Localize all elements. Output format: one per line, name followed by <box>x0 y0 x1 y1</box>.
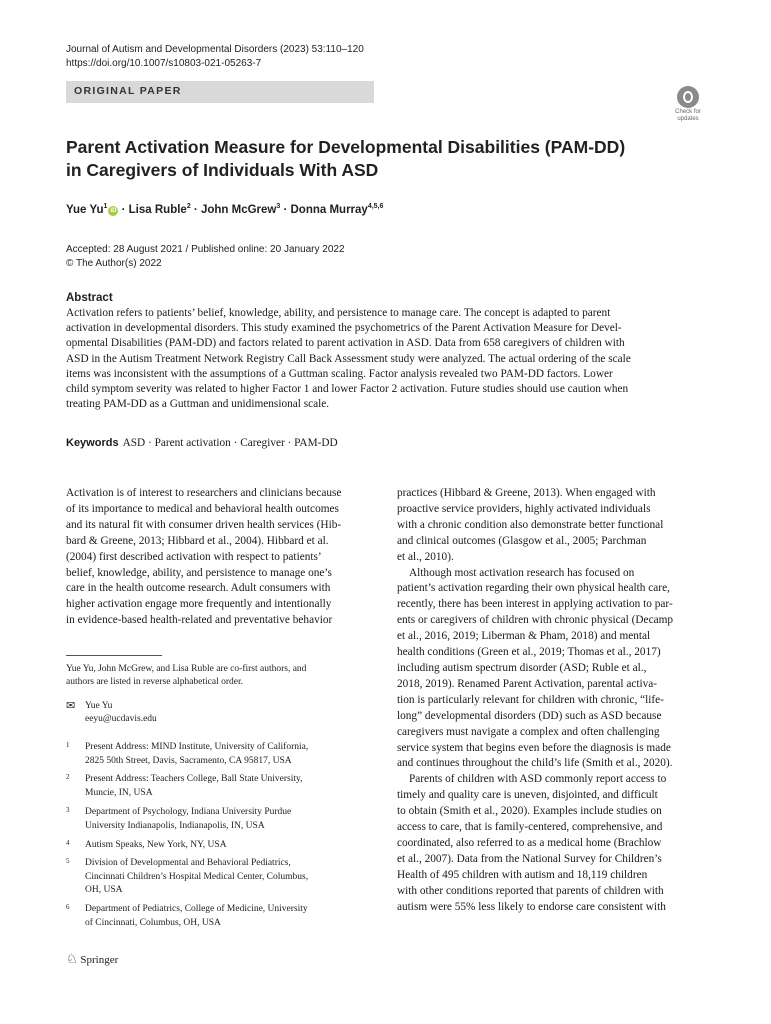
author-name[interactable]: Lisa Ruble <box>128 203 187 216</box>
body-line: practices (Hibbard & Greene, 2013). When engaged with <box>397 487 656 499</box>
springer-logo-icon: ♘ <box>66 951 78 966</box>
body-line: tion is particularly relevant for children with chronic, “life- <box>397 693 664 706</box>
keywords <box>66 437 338 449</box>
section-banner <box>66 81 374 103</box>
check-updates-icon <box>677 86 699 108</box>
check-updates-label: Check for updates <box>675 109 701 122</box>
body-line: long” developmental disorders (DD) such as ASD because <box>397 709 662 722</box>
affiliation-number: 5 <box>66 857 70 865</box>
body-line: and clinical outcomes (Glasgow et al., 2005; Parchman <box>397 534 647 547</box>
journal-header <box>66 43 364 71</box>
check-for-updates-badge[interactable] <box>672 86 704 122</box>
affiliation-number: 1 <box>66 741 70 749</box>
body-line: autism were 55% less likely to endorse care consistent with <box>397 900 666 913</box>
body-line: with other conditions reported that parents of children with <box>397 884 664 897</box>
body-line: (2004) first described activation with respect to patients’ <box>66 550 322 563</box>
body-line: Although most activation research has focused on <box>409 566 635 579</box>
author-affiliation-ref: 2 <box>186 203 191 210</box>
title-line-2: in Caregivers of Individuals With ASD <box>66 160 379 180</box>
body-line: patient’s activation regarding their own physical health care, <box>397 582 670 595</box>
cofirst-note: Yue Yu, John McGrew, and Lisa Ruble are co-first authors, and authors are listed in reverse alphabetical order. <box>66 664 307 687</box>
publisher-footer <box>66 951 118 967</box>
affiliation-number: 6 <box>66 903 70 911</box>
author-name[interactable]: Donna Murray <box>290 203 368 216</box>
section-label: ORIGINAL PAPER <box>74 85 182 97</box>
body-line: bard & Greene, 2013; Hibbard et al., 2004). Hibbard et al. <box>66 534 329 547</box>
journal-citation: Journal of Autism and Developmental Disorders (2023) 53:110–120 <box>66 44 364 55</box>
body-line: et al., 2010). <box>397 550 454 563</box>
body-line: Health of 495 children with autism and 18,119 children <box>397 868 648 881</box>
body-line: health conditions (Green et al., 2019; Thomas et al., 2017) <box>397 646 661 659</box>
body-line: access to care, that is family-centered, comprehensive, and <box>397 821 663 834</box>
body-line: with a chronic condition also demonstrate better functional <box>397 518 664 531</box>
doi-link[interactable]: https://doi.org/10.1007/s10803-021-05263-7 <box>66 58 262 69</box>
title-line-1: Parent Activation Measure for Developmental Disabilities (PAM-DD) <box>66 137 626 157</box>
body-line: et al., 2007). Data from the National Survey for Children’s <box>397 852 662 865</box>
footnote-divider <box>66 655 162 656</box>
body-line: to obtain (Smith et al., 2020). Examples include studies on <box>397 805 662 818</box>
body-line: ents or caregivers of children with chronic physical (Decamp <box>397 614 674 627</box>
body-line: belief, knowledge, ability, and persistence to manage one’s <box>66 566 332 579</box>
author-name[interactable]: John McGrew <box>200 203 277 216</box>
body-line: timely and quality care is uneven, disjointed, and difficult <box>397 789 658 802</box>
body-line: including autism spectrum disorder (ASD; Ruble et al., <box>397 661 647 674</box>
abstract-line: ASD in the Autism Treatment Network Registry Call Back Assessment study were analyzed. The actual ordering of the scale <box>66 352 631 365</box>
author-affiliation-ref: 1 <box>103 203 108 210</box>
body-line: coordinated, also referred to as a medical home (Brachlow <box>397 836 662 849</box>
keywords-text: ASD · Parent activation · Caregiver · PAM-DD <box>122 437 338 449</box>
affiliation-number: 4 <box>66 839 70 847</box>
abstract-heading: Abstract <box>66 292 113 304</box>
body-line: and its natural fit with consumer driven health services (Hib- <box>66 518 342 531</box>
body-line: and continues throughout the child’s life (Smith et al., 2020). <box>397 757 673 770</box>
author-separator: · <box>280 203 291 216</box>
body-line: Activation is of interest to researchers and clinicians because <box>66 487 342 499</box>
body-line: Parents of children with ASD commonly report access to <box>409 773 667 786</box>
contact-email[interactable]: eeyu@ucdavis.edu <box>85 714 157 724</box>
author-name[interactable]: Yue Yu <box>66 203 104 216</box>
body-line: et al., 2016, 2019; Liberman & Pham, 2018) and mental <box>397 630 651 643</box>
author-separator: · <box>190 203 201 216</box>
body-line: proactive service providers, highly activated individuals <box>397 502 651 515</box>
abstract-line: items was inconsistent with the assumptions of a Guttman scaling. Factor analysis revealed two PAM-DD factors. Lower <box>66 367 613 380</box>
left-column-body <box>66 486 376 629</box>
author-list <box>66 203 383 216</box>
body-line: caregivers must navigate a complex and often challenging <box>397 725 660 738</box>
abstract-line: opmental Disabilities (PAM-DD) and factors related to parent activation in ASD. Data from 658 caregivers of children with <box>66 337 625 350</box>
abstract-text <box>66 306 708 412</box>
keywords-label: Keywords <box>66 437 119 449</box>
body-line: 2018, 2019). Renamed Parent Activation, parental activa- <box>397 677 658 690</box>
right-column-body <box>397 486 707 915</box>
body-line: care in the health outcome research. Adult consumers with <box>66 582 331 595</box>
author-separator: · <box>118 203 129 216</box>
abstract-line: child symptom severity was related to higher Factor 1 and lower Factor 2 activation. Future studies should use caution when <box>66 383 629 396</box>
orcid-icon[interactable]: iD <box>110 207 117 214</box>
envelope-icon: ✉ <box>66 700 76 712</box>
affiliation-number: 2 <box>66 773 70 781</box>
contact-name: Yue Yu <box>85 701 113 711</box>
publication-dates <box>66 243 345 271</box>
abstract-line: Activation refers to patients’ belief, knowledge, ability, and persistence to manage care. The concept is adapted to parent <box>66 307 611 319</box>
abstract-line: activation in developmental disorders. This study examined the psychometrics of the Parent Activation Measure for Devel- <box>66 322 622 335</box>
copyright: © The Author(s) 2022 <box>66 258 162 269</box>
abstract-line: treating PAM-DD as a Guttman and unidimensional scale. <box>66 398 330 411</box>
author-affiliation-ref: 3 <box>276 203 281 210</box>
publisher-name: Springer <box>80 954 119 966</box>
affiliation-number: 3 <box>66 806 70 814</box>
body-line: recently, there has been interest in applying activation to par- <box>397 598 673 611</box>
body-line: higher activation engage more frequently and intentionally <box>66 598 332 611</box>
accepted-published: Accepted: 28 August 2021 / Published online: 20 January 2022 <box>66 244 345 255</box>
author-affiliation-ref: 4,5,6 <box>367 203 384 210</box>
body-line: of its importance to medical and behavioral health outcomes <box>66 502 339 515</box>
paper-title <box>66 136 706 182</box>
body-line: service system that begins even before the diagnosis is made <box>397 741 671 754</box>
body-line: in evidence-based health-related and preventative behavior <box>66 614 333 627</box>
